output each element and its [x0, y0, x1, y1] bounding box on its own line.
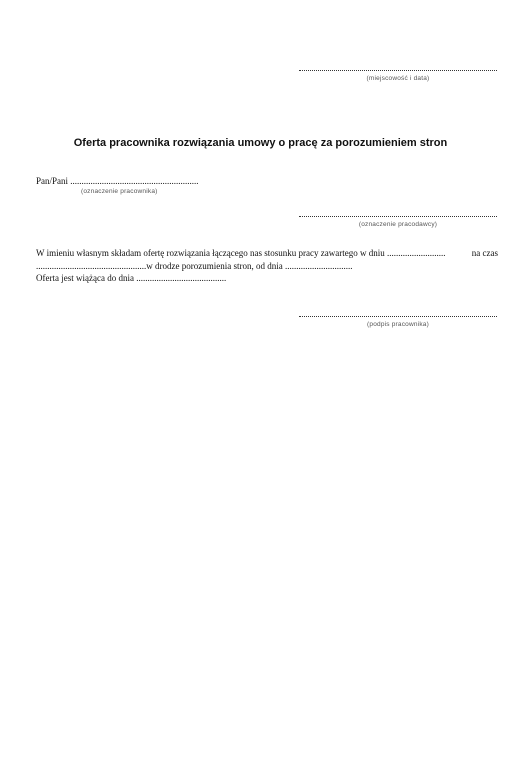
- place-date-block: [299, 70, 497, 82]
- body-line-1: [36, 247, 498, 260]
- place-date-caption: (miejscowość i data): [366, 75, 430, 82]
- employer-block: [299, 216, 497, 228]
- employer-caption: (oznaczenie pracodawcy): [358, 221, 438, 228]
- signature-caption: (podpis pracownika): [367, 321, 429, 328]
- body-line-1-left: W imieniu własnym składam ofertę rozwiązania łączącego nas stosunku pracy zawartego w dniu ..........................: [36, 248, 446, 258]
- employer-line: [299, 216, 497, 217]
- signature-line: [299, 316, 497, 317]
- place-date-line: [299, 70, 497, 71]
- addressee-caption: (oznaczenie pracownika): [81, 188, 158, 195]
- document-title: Oferta pracownika rozwiązania umowy o pracę za porozumieniem stron: [73, 137, 448, 149]
- body-line-3: Oferta jest wiążąca do dnia ........................................: [36, 273, 227, 283]
- body-line-2: .................................................w drodze porozumienia stron, od dnia ..............................: [36, 260, 353, 271]
- addressee-line: Pan/Pani .........................................................: [36, 176, 199, 186]
- offer-body: [36, 247, 498, 285]
- signature-block: [299, 316, 497, 328]
- body-line-1-right: na czas: [471, 248, 498, 258]
